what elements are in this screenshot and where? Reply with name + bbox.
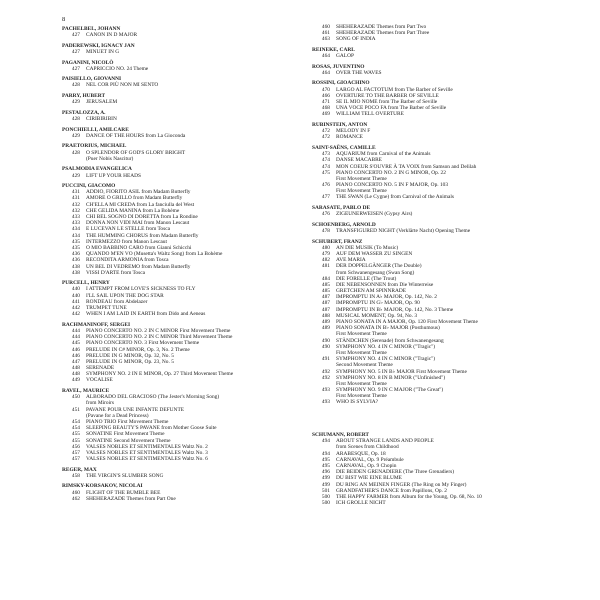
page-ref: 429 [71, 132, 80, 139]
page-ref: 446 [71, 352, 80, 359]
piece-title: DIE FORELLE (The Trout) [336, 275, 397, 282]
page-ref: 470 [321, 86, 330, 93]
piece-entry [62, 150, 294, 156]
page-ref: 490 [321, 337, 330, 344]
composer-name: REGER, MAX [62, 466, 97, 473]
piece-entry [62, 407, 294, 413]
piece-title: OVER THE WAVES [336, 69, 382, 76]
piece-title: RONDEAU from Abdelazer [86, 298, 148, 305]
page-ref: 442 [71, 311, 80, 318]
composer-name: SCHUMANN, ROBERT [312, 432, 370, 439]
piece-title: ADDIO, FIORITO ASIL from Madam Butterfly [86, 189, 191, 196]
composer-group [62, 483, 294, 502]
composer-group [62, 127, 294, 139]
piece-title: SYMPHONY NO. 5 IN B♭ MAJOR First Movement Theme [336, 368, 467, 375]
page-ref: 457 [71, 456, 80, 463]
piece-title: MUSICAL MOMENT, Op. 94, No. 3 [336, 312, 418, 319]
piece-subtitle: First Movement Theme [336, 175, 387, 182]
composer-group [312, 47, 544, 59]
piece-title: SHEHERAZADE Themes from Part Three [336, 30, 430, 37]
page-ref: 495 [321, 462, 330, 469]
composer-name: SCHOENBERG, ARNOLD [312, 221, 376, 228]
piece-title: DANSE MACABRE [336, 157, 382, 164]
piece-title: PRELUDE IN C# MINOR, Op. 3, No. 2 Theme [86, 346, 190, 353]
piece-title: I'LL SAIL UPON THE DOG STAR [86, 292, 164, 299]
piece-title: VOCALISE [86, 377, 113, 384]
page-ref: 433 [71, 214, 80, 221]
piece-entry [312, 53, 544, 59]
page-ref: 493 [321, 399, 330, 406]
piece-entry [62, 116, 294, 122]
piece-title: VISSI D'ARTE from Tosca [86, 269, 146, 276]
page-ref: 463 [321, 36, 330, 43]
page-ref: 493 [321, 387, 330, 394]
piece-title: LARGO AL FACTOTUM from The Barber of Seville [336, 86, 453, 93]
composer-name: SCHUBERT, FRANZ [312, 238, 363, 245]
composer-group [62, 143, 294, 162]
piece-entry [312, 134, 544, 140]
piece-title: SYMPHONY NO. 4 IN C MINOR ("Tragic") [336, 343, 436, 350]
piece-title: TRUMPET TUNE [86, 305, 127, 312]
piece-title: QUANDO M'EN VO (Musetta's Waltz Song) from La Bohème [86, 251, 223, 258]
piece-title: CHI BEL SOGNO DI DORETTA from La Rondine [86, 214, 198, 221]
piece-entry [312, 228, 544, 234]
composer-name: PRAETORIUS, MICHAEL [62, 143, 127, 150]
piece-title: PIANO CONCERTO NO. 5 IN F MAJOR, Op. 103 [336, 182, 449, 189]
piece-title: SYMPHONY NO. 4 IN C MINOR ("Tragic") [336, 356, 436, 363]
piece-title: SLEEPING BEAUTY'S PAVANE from Mother Goose Suite [86, 425, 217, 432]
page-ref: 500 [321, 500, 330, 507]
composer-group [312, 432, 544, 506]
composer-name: PADEREWSKI, IGNACY JAN [62, 42, 135, 49]
page-ref: 487 [321, 300, 330, 307]
piece-title: SYMPHONY NO. 2 IN E MINOR, Op. 27 Third Movement Theme [86, 371, 234, 378]
piece-title: FLIGHT OF THE BUMBLE BEE [86, 489, 161, 496]
piece-entry [62, 270, 294, 276]
page-ref: 440 [71, 292, 80, 299]
piece-title: INTERMEZZO from Manon Lescaut [86, 238, 167, 245]
piece-title: DIE BEIDEN GRENADIERE (The Three Grenadiers) [336, 469, 455, 476]
page-ref: 436 [71, 257, 80, 264]
piece-title: TRANSFIGURED NIGHT (Verklärte Nacht) Opening Theme [336, 227, 471, 234]
piece-title: AVE MARIA [336, 257, 366, 264]
piece-title: SE IL MIO NOME from The Barber of Seville [336, 99, 438, 106]
piece-entry [312, 263, 544, 269]
page-ref: 458 [71, 472, 80, 479]
page-ref: 485 [321, 281, 330, 288]
piece-entry [312, 36, 544, 42]
page-ref: 473 [321, 151, 330, 158]
page-ref: 482 [321, 257, 330, 264]
page-ref: 460 [321, 24, 330, 30]
page-ref: 432 [71, 201, 80, 208]
composer-group [62, 467, 294, 479]
piece-entry [62, 99, 294, 105]
piece-entry [312, 500, 544, 506]
page-ref: 427 [71, 48, 80, 55]
composer-name: SARASATE, PABLO DE [312, 205, 371, 212]
page-ref: 435 [71, 238, 80, 245]
page-ref: 488 [321, 312, 330, 319]
page-ref: 427 [71, 32, 80, 39]
right-column [312, 24, 544, 511]
composer-group [312, 64, 544, 76]
piece-title: PRELUDE IN G MINOR, Op. 32, No. 5 [86, 352, 174, 359]
piece-title: IMPROMPTU IN G♭ MAJOR, Op. 90 [336, 300, 420, 307]
piece-title: PIANO SONATA IN A MAJOR, Op. 120 First Movement Theme [336, 319, 478, 325]
piece-title: IMPROMPTU IN A♭ MAJOR, Op. 142, No. 2 [336, 294, 437, 301]
piece-title: CH'ELLA MI CREDA from La fanciulla del West [86, 201, 195, 208]
composer-group [312, 24, 544, 43]
composer-group [312, 145, 544, 201]
piece-title: SYMPHONY NO. 8 IN B MINOR ("Unfinished") [336, 374, 446, 381]
page-ref: 476 [321, 211, 330, 218]
piece-title: ICH GROLLE NICHT [336, 500, 386, 507]
page-ref: 456 [71, 443, 80, 450]
page-ref: 454 [71, 425, 80, 432]
page-ref: 445 [71, 340, 80, 347]
piece-title: THE SWAN (Le Cygne) from Carnival of the Animals [336, 194, 454, 201]
composer-group [62, 26, 294, 38]
piece-title: CARNAVAL, Op. 9 Préambule [336, 456, 404, 463]
piece-title: WHEN I AM LAID IN EARTH from Dido and Aeneas [86, 311, 206, 318]
page-ref: 475 [321, 169, 330, 176]
piece-title: GRANDFATHER'S DANCE from Papillons, Op. 2 [336, 487, 447, 494]
page-ref: 440 [71, 286, 80, 293]
piece-title: WILLIAM TELL OVERTURE [336, 111, 404, 118]
page-ref: 501 [321, 487, 330, 494]
page-ref: 433 [71, 220, 80, 227]
piece-title: VALSES NOBLES ET SENTIMENTALES Waltz No. 2 [86, 443, 208, 450]
piece-title: PAVANE POUR UNE INFANTE DEFUNTE [86, 406, 185, 413]
page-ref: 428 [71, 82, 80, 89]
piece-title: SYMPHONY NO. 9 IN C MAJOR ("The Great") [336, 387, 444, 394]
page-ref: 442 [71, 305, 80, 312]
page-ref: 462 [71, 495, 80, 502]
piece-title: DIE NEBENSONNEN from Die Winterreise [336, 281, 434, 288]
piece-title: O MIO BABBINO CARO from Gianni Schicchi [86, 244, 192, 251]
piece-entry [312, 375, 544, 381]
piece-entry [312, 170, 544, 176]
piece-title: LIFT UP YOUR HEADS [86, 172, 142, 179]
piece-title: SHEHERAZADE Themes from Part One [86, 495, 176, 502]
left-column [62, 26, 294, 506]
piece-title: GRETCHEN AM SPINNRADE [336, 288, 407, 295]
composer-name: PESTALOZZA, A. [62, 109, 106, 116]
page-ref: 431 [71, 189, 80, 196]
piece-entry [62, 173, 294, 179]
piece-title: RECONDITA ARMONIA from Tosca [86, 257, 169, 264]
piece-title: PIANO CONCERTO NO. 2 IN C MINOR Third Movement Theme [86, 334, 233, 341]
page-ref: 436 [71, 251, 80, 258]
page-ref: 468 [321, 105, 330, 112]
composer-group [62, 93, 294, 105]
page-ref: 457 [71, 449, 80, 456]
page-ref: 466 [321, 92, 330, 99]
page-ref: 487 [321, 306, 330, 313]
piece-title: ZIGEUNERWEISEN (Gypsy Airs) [336, 211, 413, 218]
piece-title: THE HUMMING CHORUS from Madam Butterfly [86, 232, 199, 239]
composer-name: SAINT-SAËNS, CAMILLE [312, 144, 376, 151]
piece-entry [62, 32, 294, 38]
piece-subtitle: First Movement Theme [336, 380, 387, 387]
page-ref: 479 [321, 250, 330, 257]
page-ref: 431 [71, 195, 80, 202]
piece-title: AQUARIUM from Carnival of the Animals [336, 151, 431, 158]
piece-title: STÄNDCHEN (Serenade) from Schwanengesang [336, 337, 444, 344]
page-ref: 447 [71, 358, 80, 365]
page-ref: 489 [321, 325, 330, 332]
composer-name: PURCELL, HENRY [62, 280, 110, 287]
piece-entry [312, 211, 544, 217]
piece-title: ARABESQUE, Op. 18 [336, 450, 386, 457]
piece-title: IMPROMPTU IN B♭ MAJOR, Op. 142, No. 3 Theme [336, 306, 454, 313]
page-ref: 451 [71, 406, 80, 413]
page-ref: 455 [71, 437, 80, 444]
piece-entry [62, 456, 294, 462]
piece-entry [312, 111, 544, 117]
piece-entry [312, 70, 544, 76]
composer-name: PUCCINI, GIACOMO [62, 183, 116, 190]
page-ref: 477 [321, 194, 330, 201]
piece-title: CANON IN D MAJOR [86, 32, 138, 39]
page-ref: 495 [321, 456, 330, 463]
piece-entry [62, 66, 294, 72]
composer-group [62, 43, 294, 55]
piece-entry [62, 133, 294, 139]
page-ref: 474 [321, 163, 330, 170]
piece-title: CIRIBIRIBIN [86, 116, 117, 123]
piece-title: DER DOPPELGÄNGER (The Double) [336, 263, 422, 270]
composer-name: RAVEL, MAURICE [62, 388, 110, 395]
piece-subtitle: First Movement Theme [336, 331, 387, 338]
page-ref: 432 [71, 207, 80, 214]
piece-subtitle: from Miroirs [86, 400, 114, 407]
composer-group [62, 166, 294, 178]
composer-name: PAISIELLO, GIOVANNI [62, 76, 122, 83]
composer-name: REINEKE, CARL [312, 46, 355, 53]
page-ref: 438 [71, 269, 80, 276]
piece-entry [62, 496, 294, 502]
composer-group [312, 205, 544, 217]
composer-name: RUBINSTEIN, ANTON [312, 122, 368, 128]
piece-subtitle: First Movement Theme [336, 188, 387, 195]
piece-title: AN DIE MUSIK (To Music) [336, 244, 399, 251]
page-ref: 435 [71, 244, 80, 251]
page-ref: 500 [321, 493, 330, 500]
composer-group [312, 122, 544, 141]
piece-title: SONG OF INDIA [336, 36, 376, 43]
page-ref: 454 [71, 419, 80, 425]
page-ref: 455 [71, 431, 80, 438]
piece-title: PRELUDE IN G MINOR, Op. 23, No. 5 [86, 358, 174, 365]
page-ref: 494 [321, 450, 330, 457]
piece-title: CHE GELIDA MANINA from La Bohème [86, 207, 180, 214]
page-ref: 485 [321, 288, 330, 295]
page-ref: 444 [71, 327, 80, 334]
piece-title: ROMANCE [336, 134, 363, 141]
composer-name: PSALMODIA EVANGELICA [62, 166, 132, 173]
composer-group [62, 76, 294, 88]
column-spacer [312, 410, 544, 432]
page-ref: 478 [321, 227, 330, 234]
piece-title: THE VIRGIN'S SLUMBER SONG [86, 472, 164, 479]
composer-group [62, 110, 294, 122]
piece-title: SONATINE First Movement Theme [86, 431, 165, 438]
piece-title: AMORE O GRILLO from Madam Butterfly [86, 195, 183, 202]
page-ref: 449 [71, 377, 80, 384]
piece-title: UN BEL DI VEDREMO from Madam Butterfly [86, 263, 191, 270]
piece-entry [62, 377, 294, 383]
piece-entry [62, 82, 294, 88]
page-ref: 428 [71, 116, 80, 123]
piece-subtitle: (Puer Nobis Nascitur) [86, 155, 134, 162]
page-ref: 471 [321, 99, 330, 106]
piece-title: MON COEUR S'OUVRE À TA VOIX from Samson and Delilah [336, 163, 477, 170]
piece-title: VALSES NOBLES ET SENTIMENTALES Waltz No. 6 [86, 456, 208, 463]
page-number: 8 [62, 16, 66, 23]
piece-title: PIANO CONCERTO NO. 2 IN G MINOR, Op. 22 [336, 169, 446, 176]
piece-title: DU RING AN MEINEN FINGER (The Ring on My Finger) [336, 481, 467, 488]
page-ref: 499 [321, 481, 330, 488]
page-ref: 438 [71, 263, 80, 270]
page-ref: 464 [321, 69, 330, 76]
piece-title: PIANO SONATA IN B♭ MAJOR (Posthumous) [336, 325, 440, 332]
page-ref: 490 [321, 343, 330, 350]
piece-entry [312, 399, 544, 405]
piece-subtitle: Second Movement Theme [336, 362, 393, 369]
composer-name: ROSSINI, GIOACHINO [312, 80, 370, 87]
page-ref: 441 [71, 298, 80, 305]
composer-name: RACHMANINOFF, SERGEI [62, 321, 131, 328]
piece-entry [62, 473, 294, 479]
page-ref: 491 [321, 356, 330, 363]
page-ref: 481 [321, 263, 330, 270]
composer-group [312, 222, 544, 234]
piece-title: SONATINE Second Movement Theme [86, 437, 171, 444]
composer-group [62, 388, 294, 462]
composer-name: PONCHIELLI, AMILCARE [62, 126, 129, 133]
page-ref: 492 [321, 374, 330, 381]
page-ref: 472 [321, 128, 330, 135]
page-ref: 499 [321, 475, 330, 482]
piece-title: MINUET IN G [86, 48, 120, 55]
piece-title: O SPLENDOR OF GOD'S GLORY BRIGHT [86, 149, 186, 156]
page-ref: 494 [321, 438, 330, 445]
piece-title: GALOP [336, 53, 354, 60]
page-ref: 489 [321, 319, 330, 325]
piece-subtitle: from Schwanengesang (Swan Song) [336, 269, 415, 276]
page-ref: 429 [71, 99, 80, 106]
page-ref: 472 [321, 134, 330, 141]
piece-title: WHO IS SYLVIA? [336, 399, 379, 406]
page-ref: 460 [71, 489, 80, 496]
page-ref: 427 [71, 65, 80, 72]
page-ref: 448 [71, 365, 80, 372]
piece-subtitle: (Pavane for a Dead Princess) [86, 412, 149, 419]
piece-title: THE HAPPY FARMER from Album for the Young, Op. 68, No. 10 [336, 493, 482, 500]
composer-group [62, 183, 294, 276]
piece-title: PIANO CONCERTO NO. 2 IN C MINOR First Movement Theme [86, 327, 231, 334]
piece-title: ABOUT STRANGE LANDS AND PEOPLE [336, 438, 434, 445]
page-ref: 434 [71, 232, 80, 239]
piece-entry [62, 311, 294, 317]
page-ref: 484 [321, 275, 330, 282]
page-ref: 464 [321, 53, 330, 60]
page-ref: 496 [321, 469, 330, 476]
page-ref: 492 [321, 368, 330, 375]
composer-group [62, 280, 294, 317]
page-ref: 428 [71, 149, 80, 156]
composer-name: ROSAS, JUVENTINO [312, 63, 365, 70]
page-ref: 480 [321, 244, 330, 251]
composer-name: RIMSKY-KORSAKOV, NICOLAI [62, 483, 143, 490]
piece-title: OVERTURE TO THE BARBER OF SEVILLE [336, 92, 439, 99]
composer-name: PACHELBEL, JOHANN [62, 26, 121, 32]
piece-subtitle: from Scenes from Childhood [336, 444, 399, 451]
piece-title: CAPRICCIO NO. 24 Theme [86, 65, 149, 72]
composer-name: PARRY, HUBERT [62, 93, 106, 100]
piece-subtitle: First Movement Theme [336, 349, 387, 356]
composer-group [312, 80, 544, 117]
page-ref: 461 [321, 30, 330, 37]
piece-title: UNA VOCE POCO FA from The Barber of Seville [336, 105, 447, 112]
composer-group [62, 322, 294, 384]
piece-subtitle: First Movement Theme [336, 393, 387, 400]
piece-title: SERENADE [86, 365, 115, 372]
piece-title: DONNA NON VIDI MAI from Manon Lescaut [86, 220, 190, 227]
piece-title: SHEHERAZADE Themes from Part Two [336, 24, 427, 30]
page-ref: 429 [71, 172, 80, 179]
piece-title: CARNAVAL, Op. 9 Chopin [336, 462, 397, 469]
piece-entry [312, 194, 544, 200]
piece-title: I ATTEMPT FROM LOVE'S SICKNESS TO FLY [86, 286, 196, 293]
page-ref: 448 [71, 371, 80, 378]
composer-group [62, 60, 294, 72]
piece-title: AUF DEM WASSER ZU SINGEN [336, 250, 413, 257]
piece-title: ALBORADO DEL GRACIOSO (The Jester's Morning Song) [86, 394, 220, 401]
page-ref: 444 [71, 334, 80, 341]
page-ref: 434 [71, 226, 80, 233]
piece-title: E LUCEVAN LE STELLE from Tosca [86, 226, 171, 233]
page-ref: 469 [321, 111, 330, 118]
page-ref: 476 [321, 182, 330, 189]
composer-group [312, 239, 544, 406]
page-ref: 446 [71, 346, 80, 353]
piece-title: JERUSALEM [86, 99, 118, 106]
piece-title: NEL COR PIÙ NON MI SENTO [86, 82, 159, 89]
piece-entry [62, 49, 294, 55]
piece-title: MELODY IN F [336, 128, 371, 135]
page-ref: 487 [321, 294, 330, 301]
piece-title: VALSES NOBLES ET SENTIMENTALES Waltz No. 3 [86, 449, 208, 456]
page-ref: 450 [71, 394, 80, 401]
piece-title: DANCE OF THE HOURS from La Gioconda [86, 132, 186, 139]
page-ref: 474 [321, 157, 330, 164]
piece-title: PIANO TRIO First Movement Theme [86, 419, 169, 425]
piece-title: DU BIST WIE EINE BLUME [336, 475, 402, 482]
piece-title: PIANO CONCERTO NO. 3 First Movement Theme [86, 340, 200, 347]
composer-name: PAGANINI, NICOLÒ [62, 59, 114, 66]
